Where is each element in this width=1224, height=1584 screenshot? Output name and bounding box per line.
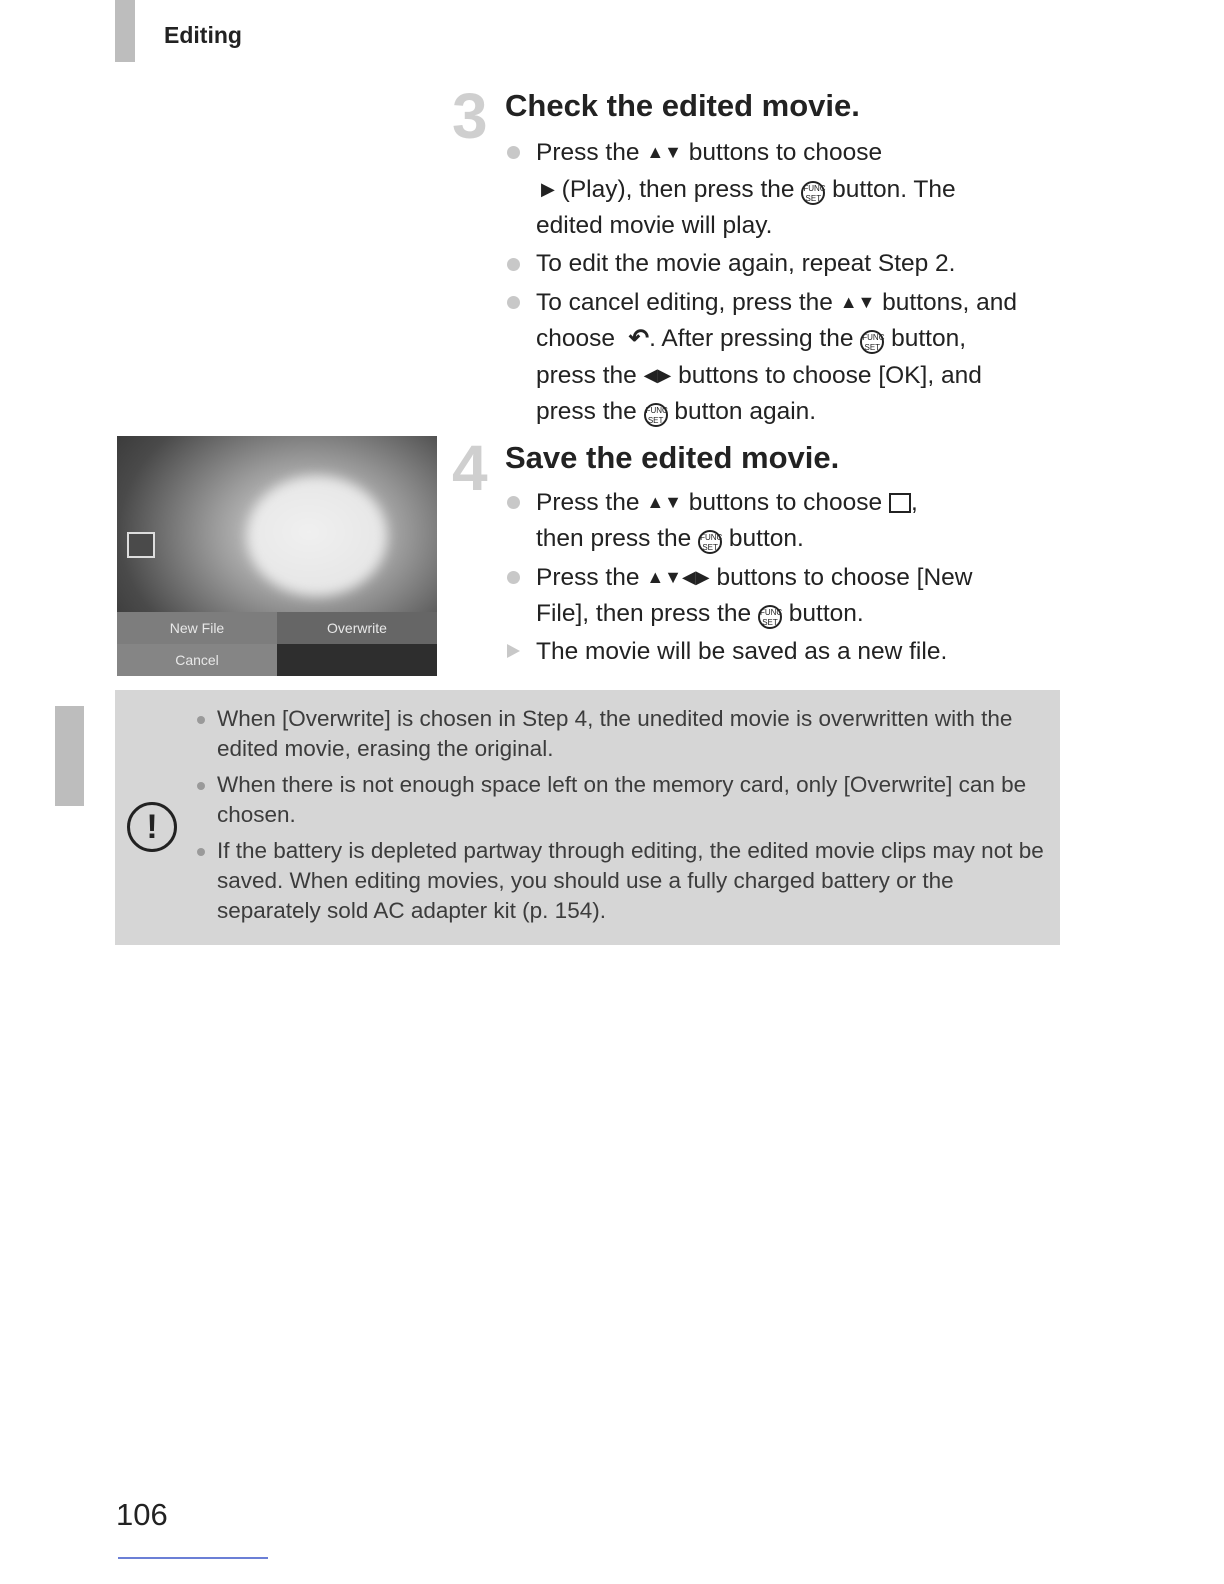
up-down-arrows-icon: ▲▼ bbox=[646, 142, 682, 162]
return-icon: ↶ bbox=[621, 325, 650, 352]
list-item: Press the ▲▼◀▶ buttons to choose [New File], then press the FUNC SET button. bbox=[507, 559, 1027, 632]
header-bar bbox=[115, 0, 135, 62]
menu-option-overwrite: Overwrite bbox=[277, 612, 437, 644]
func-set-button-icon: FUNC SET bbox=[860, 330, 884, 354]
step-title: Check the edited movie. bbox=[505, 88, 860, 123]
list-item: When [Overwrite] is chosen in Step 4, the unedited movie is overwritten with the edited movie, erasing the original. bbox=[197, 704, 1047, 764]
step-4-bullets bbox=[507, 484, 1027, 672]
up-down-arrows-icon: ▲▼ bbox=[646, 492, 682, 512]
list-item: Press the ▲▼ buttons to choose ▶ (Play), then press the FUNC SET button. The edited movie will play. bbox=[507, 134, 1027, 244]
four-way-arrows-icon: ▲▼◀▶ bbox=[646, 567, 710, 587]
list-item: The movie will be saved as a new file. bbox=[507, 634, 1027, 670]
step-3-bullets bbox=[507, 134, 1027, 432]
func-set-button-icon: FUNC SET bbox=[644, 403, 668, 427]
chapter-tab bbox=[55, 706, 84, 806]
save-icon bbox=[127, 532, 155, 558]
screen-menu bbox=[117, 612, 437, 676]
list-item: To cancel editing, press the ▲▼ buttons, and choose ↶. After pressing the FUNC SET button, press the ◀▶ buttons to choose [OK], and press the FUNC SET button again. bbox=[507, 284, 1027, 430]
list-item: When there is not enough space left on the memory card, only [Overwrite] can be chosen. bbox=[197, 770, 1047, 830]
page-number: 106 bbox=[116, 1497, 168, 1532]
caution-icon: ! bbox=[127, 802, 177, 852]
list-item: Press the ▲▼ buttons to choose , then press the FUNC SET button. bbox=[507, 484, 1027, 557]
section-title: Editing bbox=[164, 22, 242, 48]
menu-option-new-file: New File bbox=[117, 612, 277, 644]
step-number: 4 bbox=[452, 432, 488, 504]
func-set-button-icon: FUNC SET bbox=[698, 530, 722, 554]
caution-list bbox=[197, 704, 1047, 932]
menu-option-cancel: Cancel bbox=[117, 644, 277, 676]
step-number: 3 bbox=[452, 80, 488, 152]
list-item: To edit the movie again, repeat Step 2. bbox=[507, 246, 1027, 282]
list-item: If the battery is depleted partway through editing, the edited movie clips may not be saved. When editing movies, you should use a fully charged battery or the separately sold AC adapter kit (p. 154). bbox=[197, 836, 1047, 926]
save-new-file-icon bbox=[889, 493, 911, 513]
step-title: Save the edited movie. bbox=[505, 440, 840, 475]
up-down-arrows-icon: ▲▼ bbox=[839, 292, 876, 312]
caution-box bbox=[115, 690, 1060, 945]
footer-divider bbox=[118, 1557, 268, 1559]
func-set-button-icon: FUNC SET bbox=[758, 605, 782, 629]
play-icon: ▶ bbox=[536, 179, 555, 199]
func-set-button-icon: FUNC SET bbox=[801, 181, 825, 205]
menu-option-empty bbox=[277, 644, 437, 676]
left-right-arrows-icon: ◀▶ bbox=[643, 365, 672, 385]
camera-screen-image bbox=[117, 436, 437, 676]
